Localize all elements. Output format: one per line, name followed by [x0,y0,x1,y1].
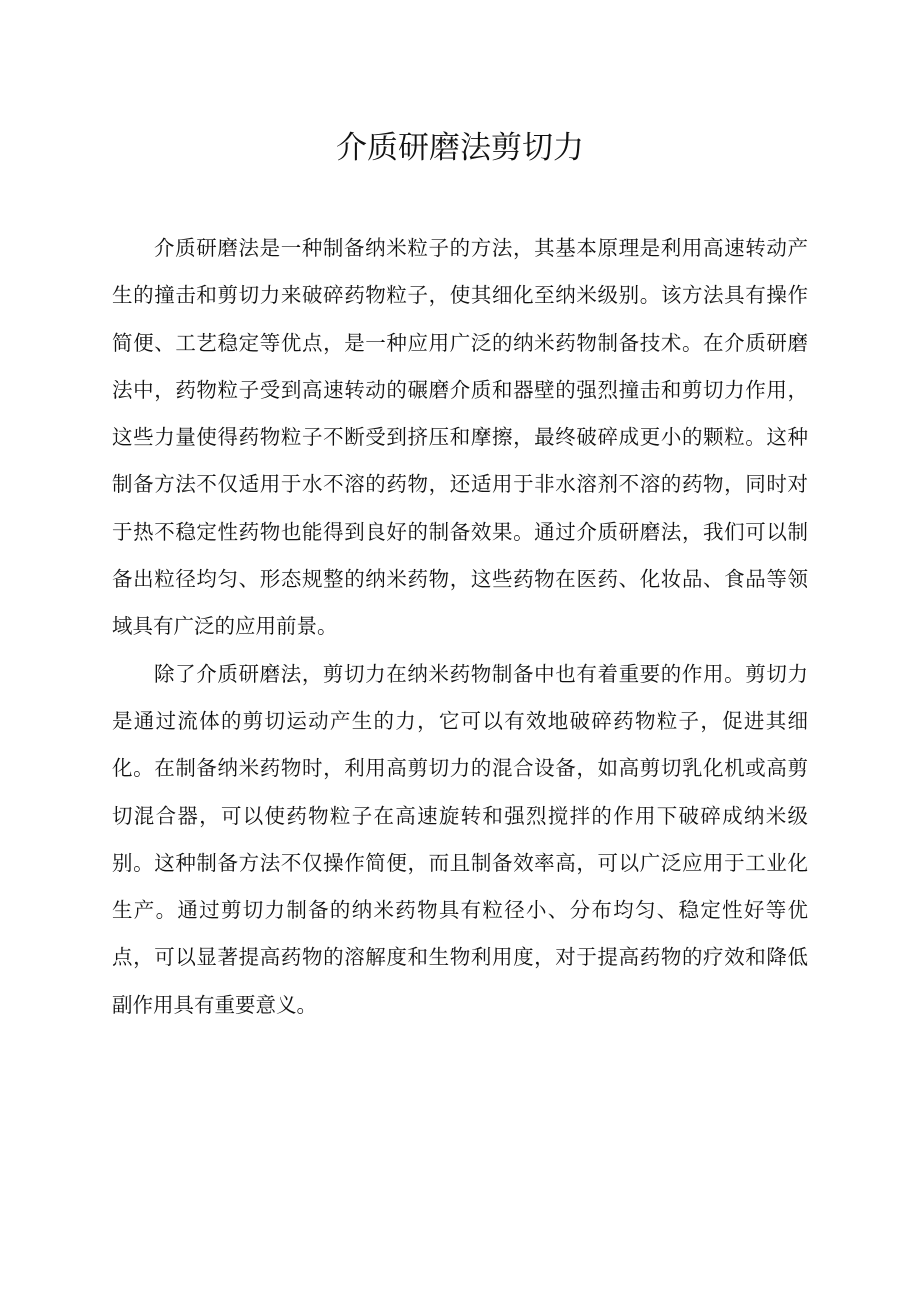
paragraph-2: 除了介质研磨法，剪切力在纳米药物制备中也有着重要的作用。剪切力是通过流体的剪切运动产生的力，它可以有效地破碎药物粒子，促进其细化。在制备纳米药物时，利用高剪切力的混合设备，如高剪切乳化机或高剪切混合器，可以使药物粒子在高速旋转和强烈搅拌的作用下破碎成纳米级别。这种制备方法不仅操作简便，而且制备效率高，可以广泛应用于工业化生产。通过剪切力制备的纳米药物具有粒径小、分布均匀、稳定性好等优点，可以显著提高药物的溶解度和生物利用度，对于提高药物的疗效和降低副作用具有重要意义。 [112,661,808,1017]
document-title: 介质研磨法剪切力 [336,130,584,166]
document-body [112,225,808,1029]
paragraph-1: 介质研磨法是一种制备纳米粒子的方法，其基本原理是利用高速转动产生的撞击和剪切力来破碎药物粒子，使其细化至纳米级别。该方法具有操作简便、工艺稳定等优点，是一种应用广泛的纳米药物制备技术。在介质研磨法中，药物粒子受到高速转动的碾磨介质和器壁的强烈撞击和剪切力作用，这些力量使得药物粒子不断受到挤压和摩擦，最终破碎成更小的颗粒。这种制备方法不仅适用于水不溶的药物，还适用于非水溶剂不溶的药物，同时对于热不稳定性药物也能得到良好的制备效果。通过介质研磨法，我们可以制备出粒径均匀、形态规整的纳米药物，这些药物在医药、化妆品、食品等领域具有广泛的应用前景。 [112,236,808,639]
